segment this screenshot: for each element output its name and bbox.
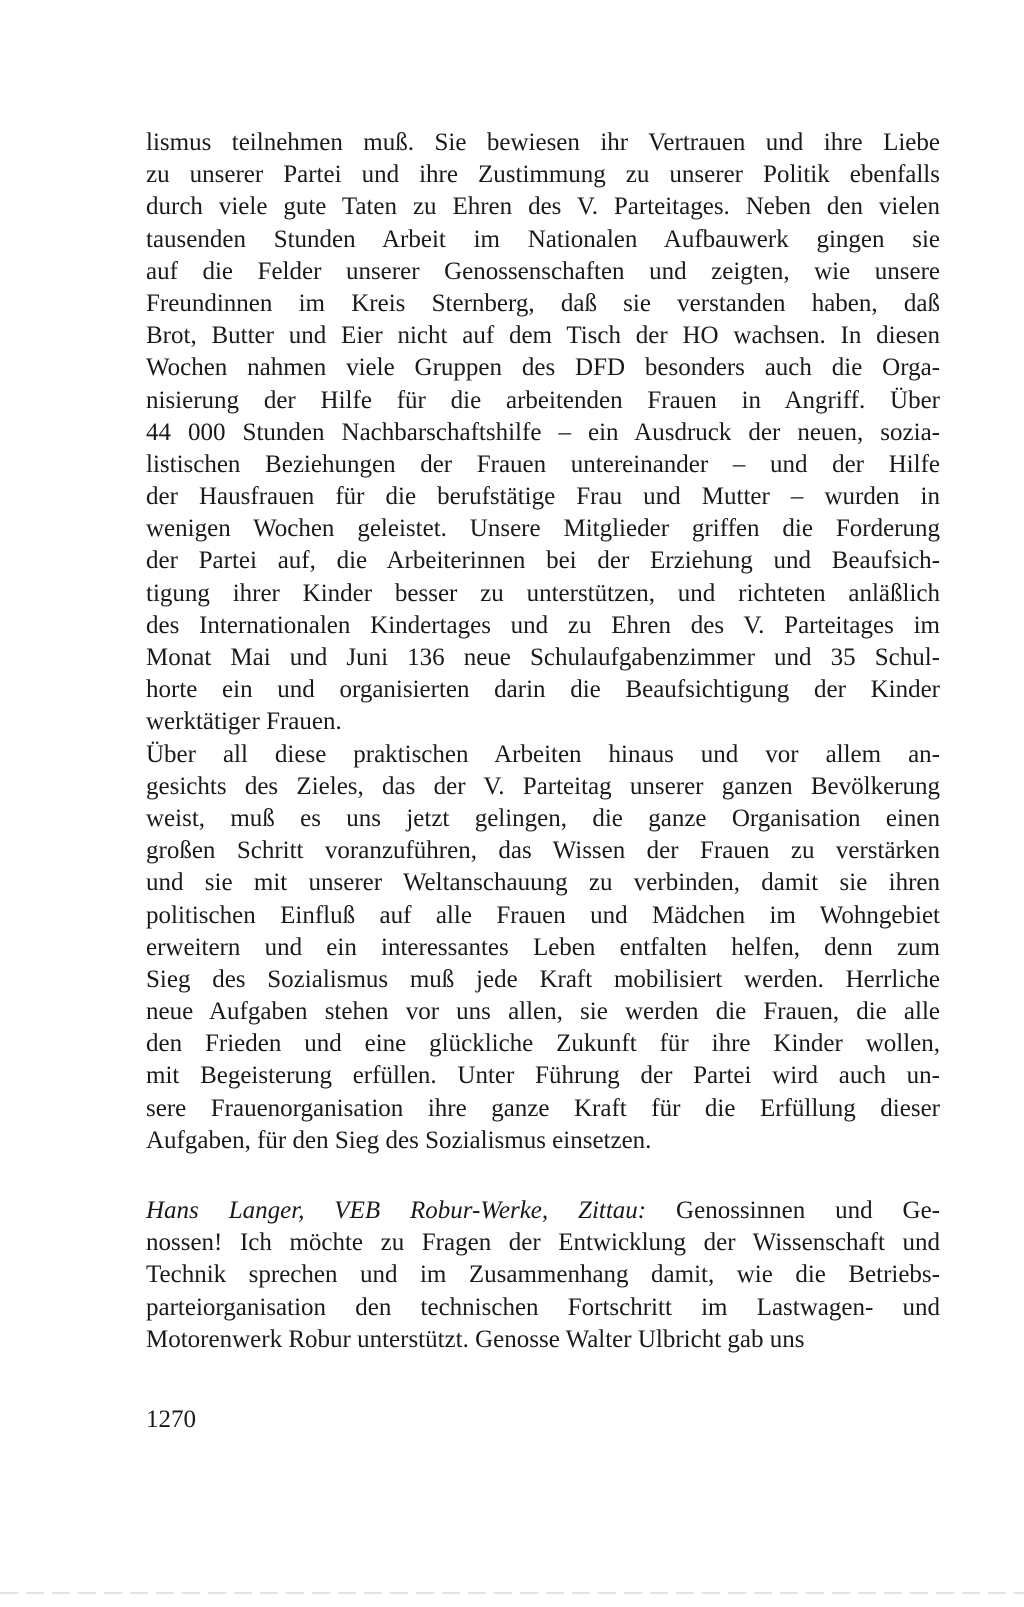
text-line: neue Aufgaben stehen vor uns allen, sie werden die Frauen, die alle — [146, 998, 940, 1026]
section-gap — [146, 1157, 940, 1195]
text-line: großen Schritt voranzuführen, das Wissen der Frauen zu verstärken — [146, 837, 940, 865]
text-line: 44 000 Stunden Nachbarschaftshilfe – ein Ausdruck der neuen, sozia- — [146, 418, 940, 446]
text-line: zu unserer Partei und ihre Zustimmung zu unserer Politik ebenfalls — [146, 161, 940, 189]
scan-edge-artifact — [0, 1592, 1024, 1594]
text-line: Freundinnen im Kreis Sternberg, daß sie verstanden haben, daß — [146, 289, 940, 317]
text-line: Sieg des Sozialismus muß jede Kraft mobilisiert werden. Herrliche — [146, 965, 940, 993]
text-line: parteiorganisation den technischen Fortschritt im Lastwagen- und — [146, 1293, 940, 1321]
text-line — [146, 1195, 940, 1227]
text-line: Wochen nahmen viele Gruppen des DFD besonders auch die Orga- — [146, 354, 940, 382]
text-line: Über all diese praktischen Arbeiten hinaus und vor allem an- — [146, 740, 940, 768]
text-line: politischen Einfluß auf alle Frauen und Mädchen im Wohngebiet — [146, 901, 940, 929]
text-line: nossen! Ich möchte zu Fragen der Entwicklung der Wissenschaft und — [146, 1229, 940, 1257]
text-line: mit Begeisterung erfüllen. Unter Führung der Partei wird auch un- — [146, 1062, 940, 1090]
paragraph-1 — [146, 127, 940, 739]
text-line: des Internationalen Kindertages und zu Ehren des V. Parteitages im — [146, 611, 940, 639]
text-line: der Hausfrauen für die berufstätige Frau und Mutter – wurden in — [146, 483, 940, 511]
text-line: und sie mit unserer Weltanschauung zu verbinden, damit sie ihren — [146, 869, 940, 897]
text-line: wenigen Wochen geleistet. Unsere Mitglieder griffen die Forderung — [146, 515, 940, 543]
text-line: gesichts des Zieles, das der V. Parteitag unserer ganzen Bevölkerung — [146, 772, 940, 800]
text-line: listischen Beziehungen der Frauen untereinander – und der Hilfe — [146, 450, 940, 478]
text-line: weist, muß es uns jetzt gelingen, die ganze Organisation einen — [146, 804, 940, 832]
text-line: auf die Felder unserer Genossenschaften und zeigten, wie unsere — [146, 257, 940, 285]
paragraph-3 — [146, 1195, 940, 1356]
text-line: Monat Mai und Juni 136 neue Schulaufgabenzimmer und 35 Schul- — [146, 644, 940, 671]
text-line: den Frieden und eine glückliche Zukunft für ihre Kinder wollen, — [146, 1030, 940, 1058]
speaker-name: Hans Langer, VEB Robur-Werke, Zittau: — [146, 1197, 647, 1224]
text-line: Motorenwerk Robur unterstützt. Genosse Walter Ulbricht gab uns — [146, 1325, 805, 1353]
text-line: Aufgaben, für den Sieg des Sozialismus einsetzen. — [146, 1126, 652, 1154]
body-text — [146, 127, 940, 1356]
text-line: Technik sprechen und im Zusammenhang damit, wie die Betriebs- — [146, 1261, 940, 1289]
paragraph-2 — [146, 739, 940, 1157]
text-line: erweitern und ein interessantes Leben entfalten helfen, denn zum — [146, 933, 940, 961]
text-line: tausenden Stunden Arbeit im Nationalen Aufbauwerk gingen sie — [146, 225, 940, 253]
text-line: durch viele gute Taten zu Ehren des V. Parteitages. Neben den vielen — [146, 193, 940, 221]
text-line: horte ein und organisierten darin die Beaufsichtigung der Kinder — [146, 676, 940, 704]
speaker-intro-text: Genossinnen und Ge- — [646, 1197, 940, 1224]
text-line: sere Frauenorganisation ihre ganze Kraft für die Erfüllung dieser — [146, 1094, 940, 1122]
text-line: werktätiger Frauen. — [146, 708, 342, 736]
text-line: nisierung der Hilfe für die arbeitenden Frauen in Angriff. Über — [146, 386, 940, 414]
text-line: lismus teilnehmen muß. Sie bewiesen ihr Vertrauen und ihre Liebe — [146, 129, 940, 156]
text-line: Brot, Butter und Eier nicht auf dem Tisch der HO wachsen. In diesen — [146, 322, 940, 350]
page-number: 1270 — [146, 1406, 196, 1433]
text-line: tigung ihrer Kinder besser zu unterstützen, und richteten anläßlich — [146, 579, 940, 607]
text-line: der Partei auf, die Arbeiterinnen bei der Erziehung und Beaufsich- — [146, 547, 940, 575]
